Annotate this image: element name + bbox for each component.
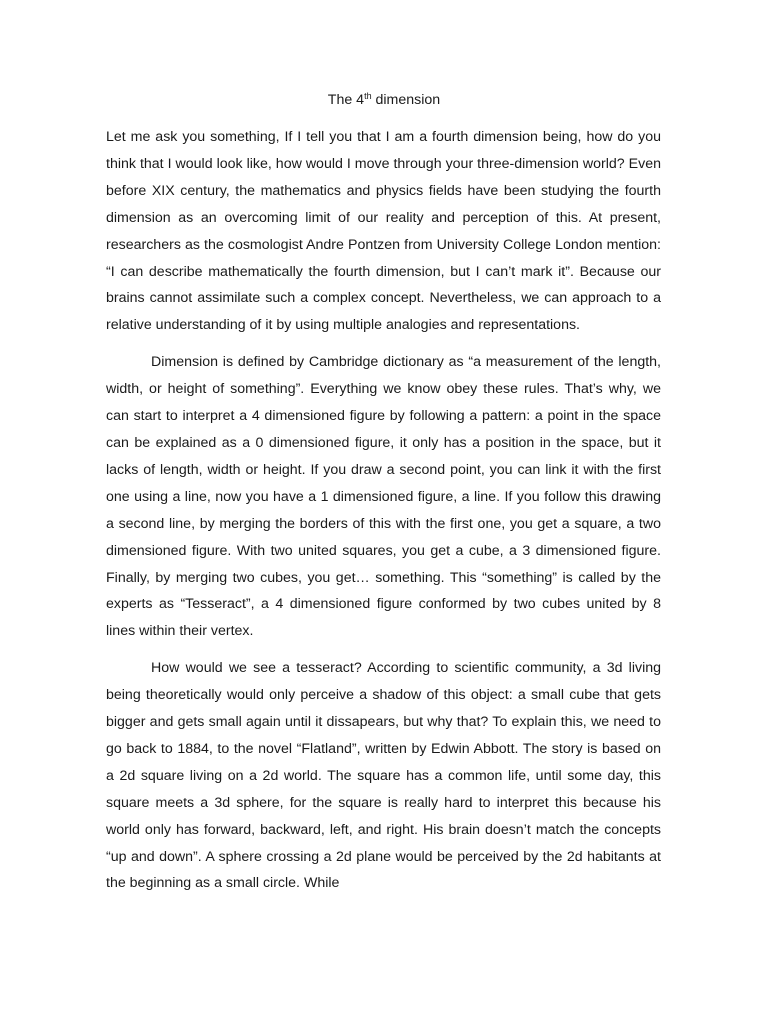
paragraph-3: How would we see a tesseract? According to scientific community, a 3d living being theoretically would only perceive a shadow of this object: a small cube that gets bigger and gets small again until it dissapears, but why that? To explain this, we need to go back to 1884, to the novel “Flatland”, written by Edwin Abbott. The story is based on a 2d square living on a 2d world. The square has a common life, until some day, this square meets a 3d sphere, for the square is really hard to interpret this because his world only has forward, backward, left, and right. His brain doesn’t match the concepts “up and down”. A sphere crossing a 2d plane would be perceived by the 2d habitants at the beginning as a small circle. While — [106, 660, 661, 892]
title-suffix: dimension — [371, 92, 441, 108]
document-body — [106, 124, 661, 907]
document-title — [0, 90, 768, 110]
paragraph-2: Dimension is defined by Cambridge dictionary as “a measurement of the length, width, or height of something”. Everything we know obey these rules. That’s why, we can start to interpret a 4 dimensioned figure by following a pattern: a point in the space can be explained as a 0 dimensioned figure, it only has a position in the space, but it lacks of length, width or height. If you draw a second point, you can link it with the first one using a line, now you have a 1 dimensioned figure, a line. If you follow this drawing a second line, by merging the borders of this with the first one, you get a square, a two dimensioned figure. With two united squares, you get a cube, a 3 dimensioned figure. Finally, by merging two cubes, you get… something. This “something” is called by the experts as “Tesseract”, a 4 dimensioned figure conformed by two cubes united by 8 lines within their vertex. — [106, 354, 661, 640]
paragraph-1: Let me ask you something, If I tell you that I am a fourth dimension being, how do you think that I would look like, how would I move through your three-dimension world? Even before XIX century, the mathematics and physics fields have been studying the fourth dimension as an overcoming limit of our reality and perception of this. At present, researchers as the cosmologist Andre Pontzen from University College London mention: “I can describe mathematically the fourth dimension, but I can’t mark it”. Because our brains cannot assimilate such a complex concept. Nevertheless, we can approach to a relative understanding of it by using multiple analogies and representations. — [106, 129, 661, 334]
title-prefix: The 4 — [327, 92, 365, 108]
title-superscript: th — [364, 91, 372, 101]
